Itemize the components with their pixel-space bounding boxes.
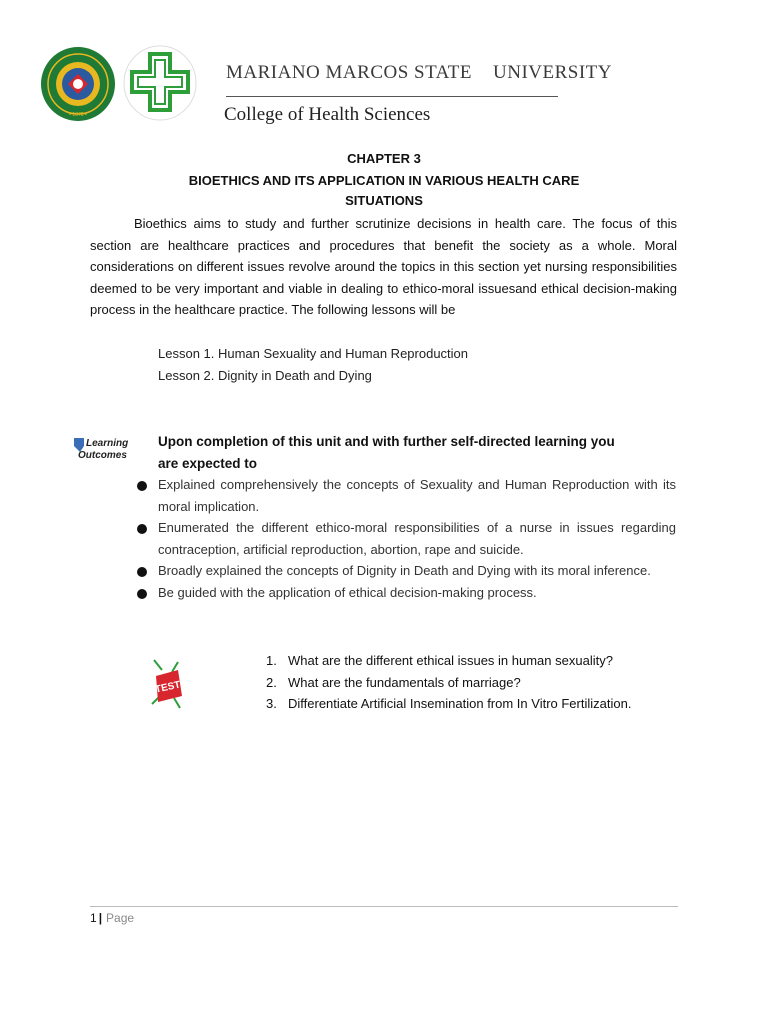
question-item: 3. Differentiate Artificial Insemination from In Vitro Fertilization.: [266, 696, 632, 712]
header-rule: [226, 96, 558, 97]
bullet-icon: [137, 481, 147, 491]
test-icon: [148, 656, 186, 716]
question-item: 2. What are the fundamentals of marriage?: [266, 674, 521, 690]
footer-rule: [90, 906, 678, 907]
chapter-title: CHAPTER 3: [347, 151, 421, 166]
learning-outcomes-icon: [72, 432, 130, 464]
bullet-icon: [137, 589, 147, 599]
bullet-icon: [137, 567, 147, 577]
health-cross-logo: [122, 44, 198, 122]
university-seal-logo: [40, 46, 116, 122]
svg-text:Learning: Learning: [86, 438, 129, 449]
outcome-item: Be guided with the application of ethical decision-making process.: [136, 582, 676, 604]
svg-text:TEST: TEST: [154, 679, 182, 696]
intro-paragraph: Bioethics aims to study and further scrutinize decisions in health care. The focus of this section are healthcare practices and procedures that benefit the society as a whole. Moral considerations on different issues revolve around the topics in this section yet nursing responsibilities deemed to be very important and viable in dealing to ethico-moral issuesand ethical decision-making process in the healthcare practice. The following lessons will be: [90, 216, 677, 318]
page-label: Page: [106, 911, 135, 925]
lesson-item: Lesson 1. Human Sexuality and Human Reproduction: [158, 346, 469, 361]
college-name: College of Health Sciences: [224, 104, 431, 125]
chapter-subtitle-line2: SITUATIONS: [345, 193, 423, 208]
page-footer: [90, 911, 134, 925]
outcome-item: Explained comprehensively the concepts of Sexuality and Human Reproduction with its moral implication.: [136, 474, 676, 517]
svg-text:Outcomes: Outcomes: [78, 450, 127, 461]
outcome-item: Enumerated the different ethico-moral responsibilities of a nurse in issues regarding contraception, artificial reproduction, abortion, rape and suicide.: [136, 517, 676, 560]
svg-text:• 1978 •: • 1978 •: [69, 112, 87, 118]
outcomes-list: [136, 474, 676, 604]
outcome-item: Broadly explained the concepts of Dignity in Death and Dying with its moral inference.: [136, 560, 676, 582]
footer-separator: |: [98, 911, 103, 925]
question-item: 1. What are the different ethical issues in human sexuality?: [266, 653, 613, 668]
outcomes-heading: Upon completion of this unit and with further self-directed learning you are expected to: [158, 434, 615, 471]
lesson-item: Lesson 2. Dignity in Death and Dying: [158, 368, 372, 383]
university-name: MARIANO MARCOS STATE UNIVERSITY: [226, 62, 612, 83]
chapter-subtitle-line1: BIOETHICS AND ITS APPLICATION IN VARIOUS HEALTH CARE: [188, 173, 580, 188]
page-number: 1: [90, 911, 97, 925]
test-questions: [266, 650, 631, 715]
bullet-icon: [137, 524, 147, 534]
